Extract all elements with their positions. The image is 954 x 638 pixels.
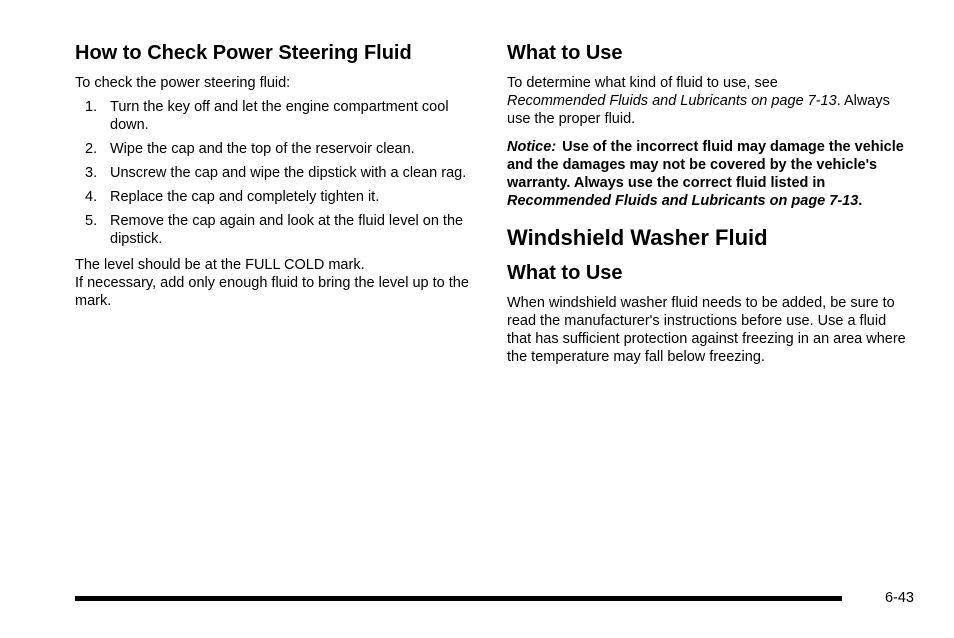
fluids-reference: Recommended Fluids and Lubricants on page 7-13	[507, 93, 837, 109]
page-number: 6-43	[884, 590, 914, 606]
determine-pre: To determine what kind of fluid to use, see	[507, 75, 778, 91]
notice-label: Notice:	[507, 139, 557, 155]
list-item	[75, 98, 475, 134]
notice-reference: Recommended Fluids and Lubricants on page 7-13	[507, 193, 859, 209]
what-to-use-heading: What to Use	[507, 42, 623, 64]
power-steering-heading: How to Check Power Steering Fluid	[75, 42, 412, 64]
washer-fluid-text: When windshield washer fluid needs to be added, be sure to read the manufacturer's instructions before use. Use a fluid that has sufficient protection against freezing in an area where the temperature may fall below freezing.	[507, 295, 906, 365]
step-text: Replace the cap and completely tighten it.	[110, 189, 380, 205]
right-column	[507, 40, 912, 366]
notice-end: .	[858, 193, 863, 209]
notice-text: Use of the incorrect fluid may damage the vehicle and the damages may not be covered by the vehicle's warranty. Always use the correct fluid listed in	[507, 139, 904, 191]
list-item	[75, 212, 475, 248]
list-item	[75, 188, 475, 206]
step-number: 1.	[85, 99, 98, 115]
intro-text: To check the power steering fluid:	[75, 75, 291, 91]
step-number: 5.	[85, 213, 98, 229]
step-text: Remove the cap again and look at the fluid level on the dipstick.	[110, 213, 464, 247]
left-column	[75, 40, 475, 310]
step-text: Wipe the cap and the top of the reservoir clean.	[110, 141, 415, 157]
notice-paragraph	[507, 138, 912, 210]
step-number: 3.	[85, 165, 98, 181]
list-item	[75, 140, 475, 158]
step-number: 4.	[85, 189, 98, 205]
determine-post: . Always use the proper fluid.	[507, 93, 890, 127]
step-text: Turn the key off and let the engine compartment cool down.	[110, 99, 449, 133]
list-item	[75, 164, 475, 182]
footer-rule	[75, 596, 842, 601]
step-number: 2.	[85, 141, 98, 157]
washer-fluid-heading: Windshield Washer Fluid	[507, 225, 768, 250]
washer-what-to-use-heading: What to Use	[507, 262, 623, 284]
level-text: The level should be at the FULL COLD mark.	[75, 257, 365, 273]
determine-fluid-text	[507, 74, 912, 128]
add-fluid-text: If necessary, add only enough fluid to bring the level up to the mark.	[75, 275, 469, 309]
step-text: Unscrew the cap and wipe the dipstick with a clean rag.	[110, 165, 467, 181]
steps-list	[75, 98, 475, 248]
